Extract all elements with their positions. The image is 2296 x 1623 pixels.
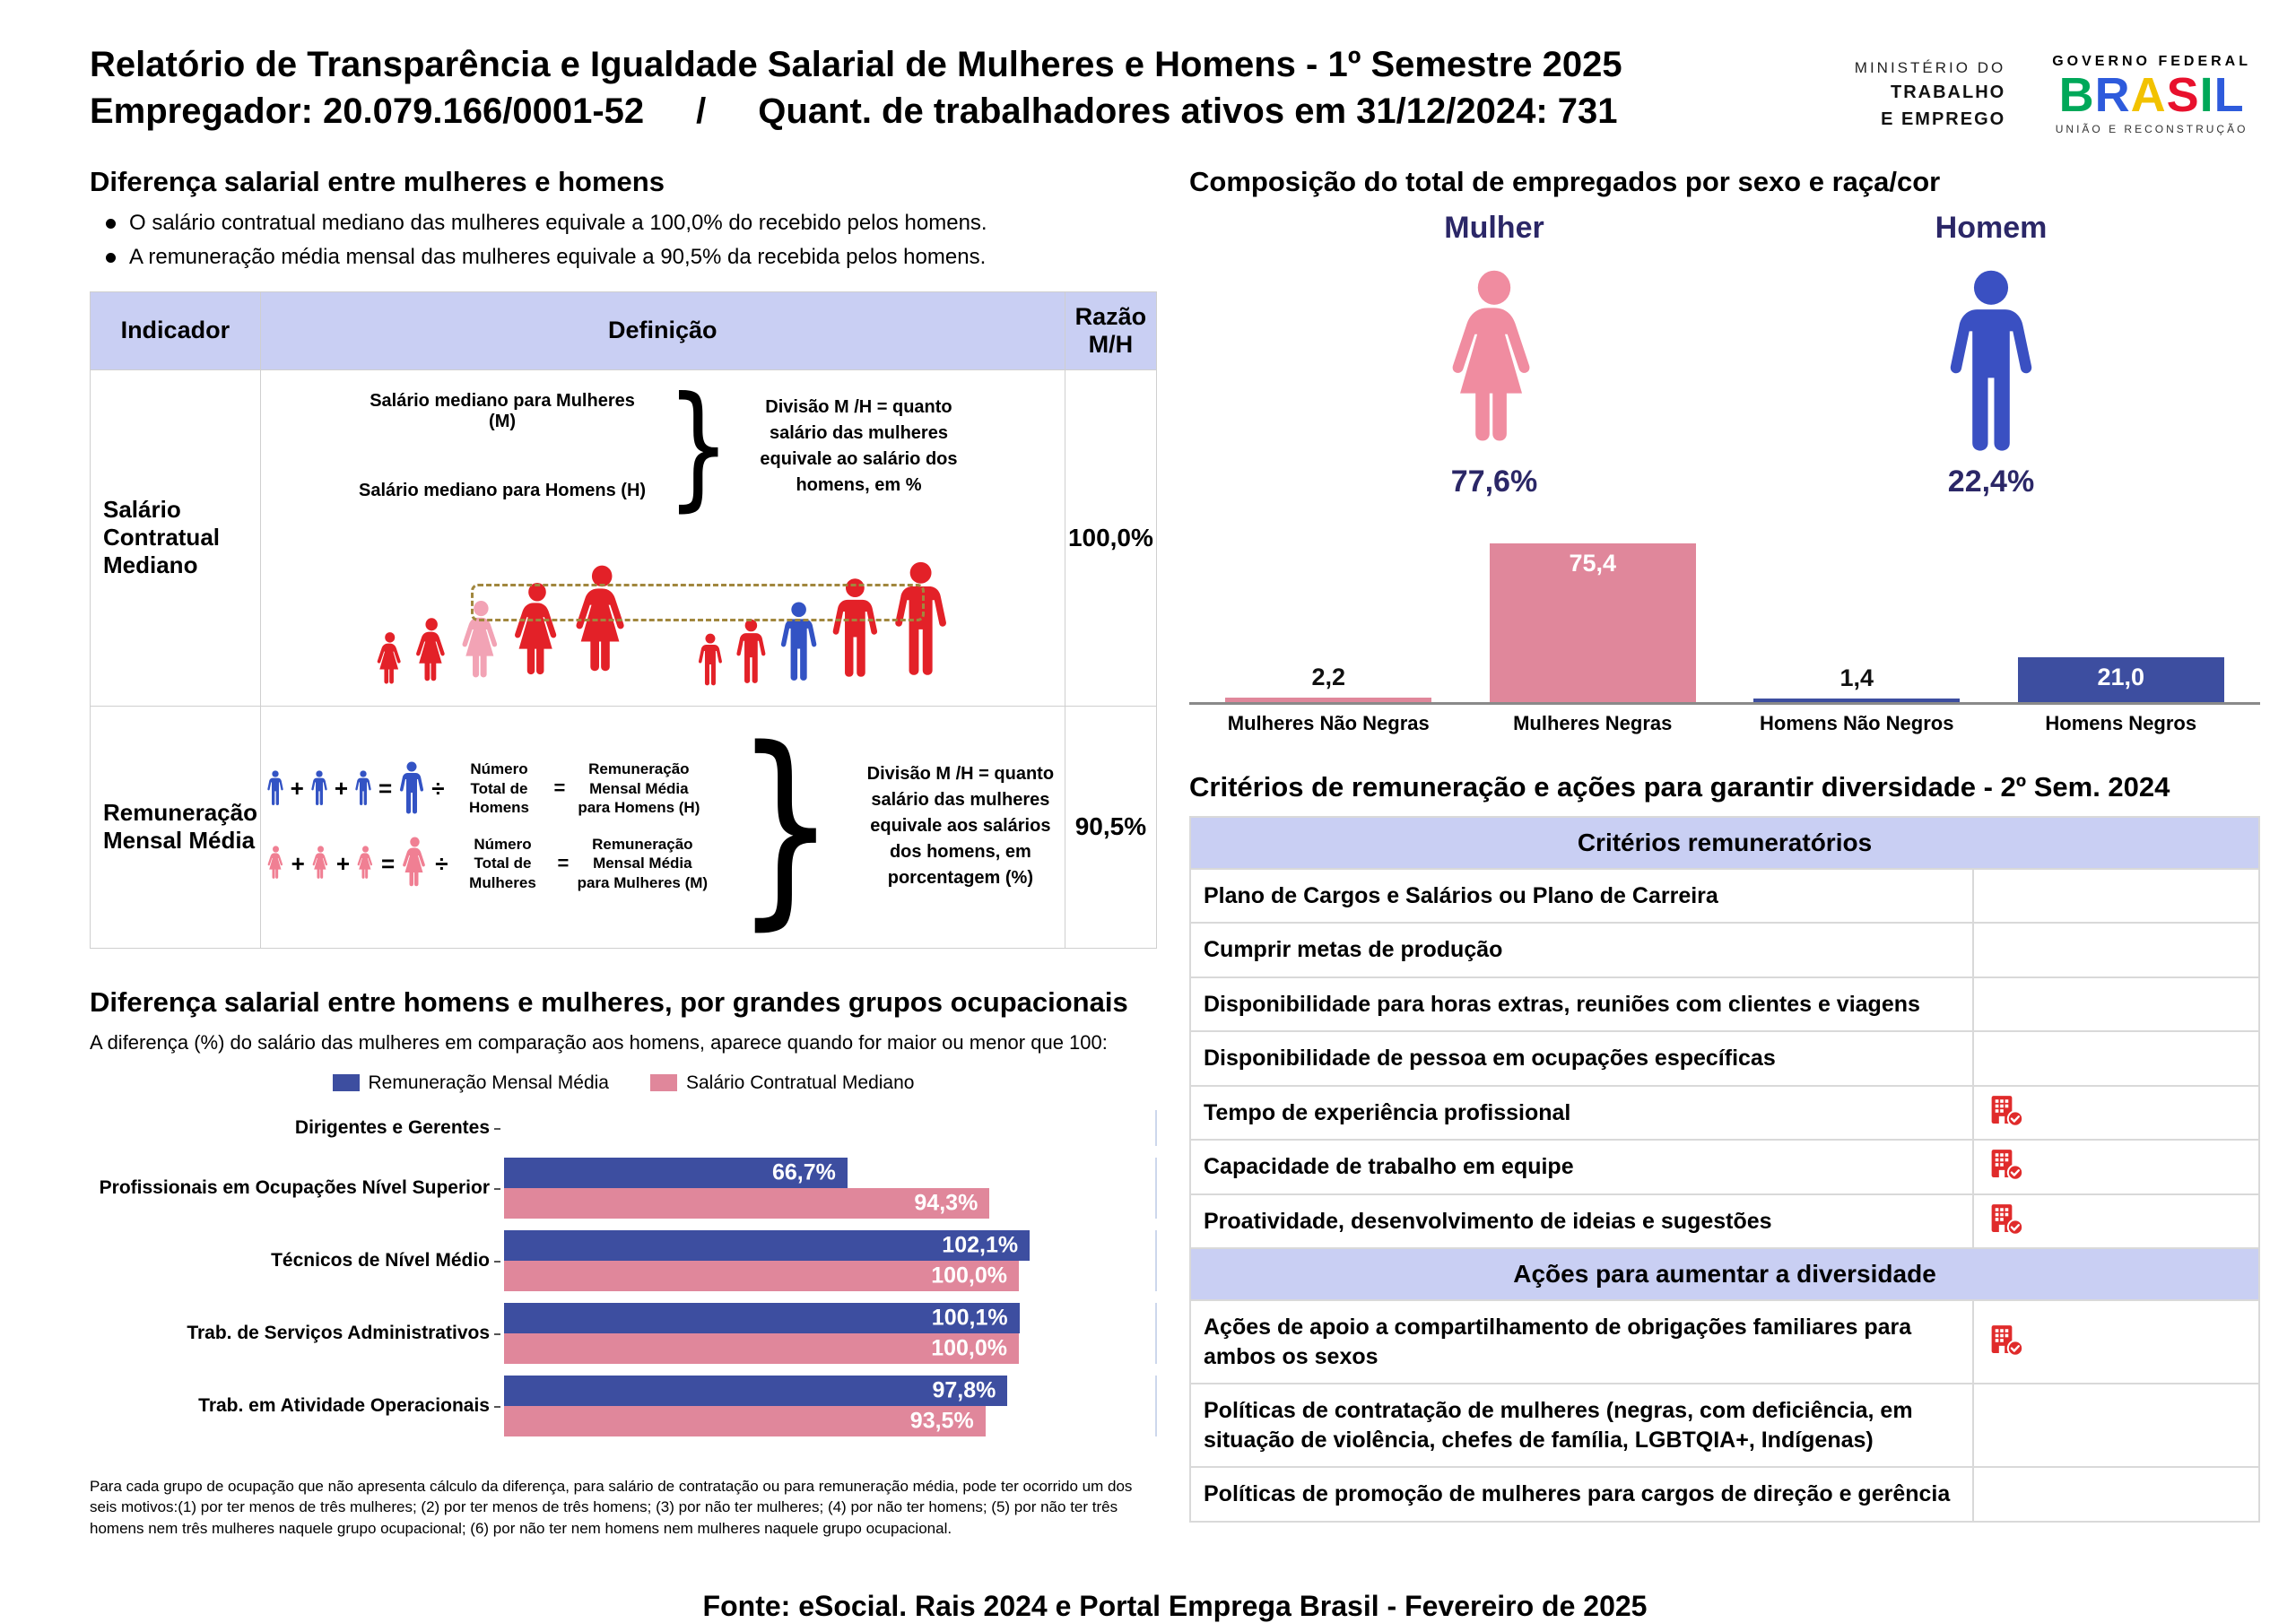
brasil-wordmark: BRASIL: [2058, 68, 2245, 122]
bar-value-label: 21,0: [2097, 664, 2145, 691]
bar-remuneracao: [504, 1376, 1007, 1406]
category-label: Profissionais em Ocupações Nível Superior: [90, 1176, 504, 1199]
men-divisor-label: Número Total de Homens: [468, 760, 530, 816]
bullet-average-pay: A remuneração média mensal das mulheres equivale a 90,5% da recebida pelos homens.: [99, 245, 1157, 270]
criteria-row: [1190, 869, 2259, 924]
government-logo: [2052, 54, 2251, 135]
bar-value-label: 66,7%: [772, 1159, 836, 1185]
title-block: [90, 38, 1622, 132]
criteria-table: [1189, 816, 2260, 1523]
criteria-label: Proatividade, desenvolvimento de ideias e sugestões: [1190, 1194, 1973, 1249]
woman-figure-icon: [573, 550, 631, 695]
salary-diff-title: Diferença salarial entre mulheres e homens: [90, 165, 665, 197]
man-figure-icon: [266, 770, 284, 806]
ministry-logo: [1855, 56, 2005, 134]
bar-salario: [504, 1406, 986, 1436]
criteria-label: Disponibilidade de pessoa em ocupações específicas: [1190, 1031, 1973, 1086]
male-label: Homem: [1935, 210, 2048, 245]
male-percent: 22,4%: [1947, 464, 2035, 499]
separator: /: [696, 91, 707, 131]
salary-diff-bullets: [99, 211, 1157, 270]
indicator-label: Remuneração Mensal Média: [91, 706, 261, 948]
bullet-median-salary: O salário contratual mediano das mulheres equivale a 100,0% do recebido pelos homens.: [99, 211, 1157, 236]
man-figure-icon: [697, 625, 724, 695]
women-divisor-label: Número Total de Mulheres: [469, 836, 536, 891]
median-explanation: Divisão M /H = quanto salário das mulheres equivale ao salário dos homens, em %: [760, 396, 958, 495]
equals-operator: =: [381, 849, 396, 877]
category-label: Mulheres Negras: [1513, 711, 1673, 734]
criteria-section-header: Ações para aumentar a diversidade: [1190, 1248, 2259, 1300]
source-footer: Fonte: eSocial. Rais 2024 e Portal Emprega Brasil - Fevereiro de 2025: [702, 1590, 1648, 1623]
criteria-label: Tempo de experiência profissional: [1190, 1086, 1973, 1141]
table-row-remuneracao-media: [91, 706, 1157, 948]
criteria-flag-cell: [1973, 1467, 2259, 1522]
criteria-flag-cell: [1973, 923, 2259, 977]
chart-legend: [90, 1072, 1157, 1094]
bar-value-label: 102,1%: [942, 1232, 1019, 1258]
gov-federal-label: GOVERNO FEDERAL: [2052, 54, 2251, 69]
employer-id: Empregador: 20.079.166/0001-52: [90, 91, 645, 131]
ministry-line2: TRABALHO: [1890, 82, 2006, 103]
bar-value-label: 100,1%: [931, 1305, 1008, 1331]
logo-block: [1855, 54, 2260, 135]
legend-label: Salário Contratual Mediano: [685, 1072, 915, 1093]
bar-value-label: 75,4: [1569, 549, 1617, 577]
plot-area: [1189, 530, 2260, 705]
chart-group-operacionais: [90, 1376, 1157, 1436]
woman-figure-icon: [414, 609, 448, 695]
criteria-row: [1190, 1086, 2259, 1141]
criteria-row: [1190, 1300, 2259, 1384]
col-header-definicao: Definição: [260, 291, 1065, 369]
woman-figure-icon: [376, 625, 404, 695]
divide-operator: ÷: [431, 774, 445, 802]
criteria-flag-cell: [1973, 1031, 2259, 1086]
man-figure-icon: [398, 761, 425, 815]
brace-glyph: }: [665, 368, 731, 525]
criteria-label: Capacidade de trabalho em equipe: [1190, 1140, 1973, 1194]
men-result-label: Remuneração Mensal Média para Homens (H): [578, 760, 700, 816]
bar-homens-nao-negros: [1753, 664, 1960, 701]
employer-line: [90, 91, 1622, 132]
bar-remuneracao: [504, 1158, 848, 1188]
chart-group-dirigentes: [90, 1110, 1157, 1146]
category-label: Trab. em Atividade Operacionais: [90, 1394, 504, 1417]
bar-value-label: 94,3%: [914, 1190, 978, 1216]
criteria-row: [1190, 1194, 2259, 1249]
brace-glyph: }: [735, 703, 837, 949]
occupational-subtitle: A diferença (%) do salário das mulheres em comparação aos homens, aparece quando for maior ou menor que 100:: [90, 1030, 1108, 1054]
man-figure-icon: [830, 562, 881, 695]
table-row-salario-mediano: [91, 369, 1157, 706]
gov-slogan: UNIÃO E RECONSTRUÇÃO: [2055, 122, 2248, 135]
legend-label: Remuneração Mensal Média: [368, 1072, 609, 1093]
criteria-title: Critérios de remuneração e ações para garantir diversidade - 2º Sem. 2024: [1189, 770, 2170, 803]
bar-remuneracao: [504, 1230, 1030, 1261]
bar-value-label: 2,2: [1311, 663, 1346, 690]
ratio-average: 90,5%: [1065, 706, 1156, 948]
woman-icon: [1444, 269, 1544, 456]
ratio-median: 100,0%: [1065, 369, 1156, 706]
building-check-icon: [1988, 1202, 2024, 1236]
female-block: [1324, 211, 1665, 499]
bar-value-label: 93,5%: [909, 1408, 974, 1434]
col-header-indicador: Indicador: [91, 291, 261, 369]
bar-salario: [504, 1333, 1019, 1364]
divide-operator: ÷: [435, 849, 448, 877]
criteria-label: Plano de Cargos e Salários ou Plano de Carreira: [1190, 869, 1973, 924]
bar-salario: [504, 1261, 1019, 1291]
equals-operator: =: [378, 774, 393, 802]
median-highlight-box: [471, 584, 925, 621]
criteria-flag-cell: [1973, 1086, 2259, 1141]
chart-group-tecnicos: [90, 1230, 1157, 1291]
bar-value-label: 97,8%: [932, 1377, 996, 1403]
indicator-definition-table: [90, 291, 1157, 949]
building-check-icon: [1988, 1324, 2024, 1357]
equals-operator: =: [553, 777, 566, 800]
woman-figure-icon: [311, 846, 330, 881]
median-women-label: Salário mediano para Mulheres (M): [370, 391, 635, 432]
building-check-icon: [1988, 1148, 2024, 1181]
women-average-equation: [266, 835, 710, 892]
criteria-flag-cell: [1973, 977, 2259, 1032]
indicator-label: Salário Contratual Mediano: [91, 369, 261, 706]
criteria-label: Políticas de contratação de mulheres (negras, com deficiência, em situação de violência, chefes de família, LGBTQIA+, Indígenas): [1190, 1384, 1973, 1467]
occupational-title: Diferença salarial entre homens e mulheres, por grandes grupos ocupacionais: [90, 985, 1128, 1018]
criteria-flag-cell: [1973, 1384, 2259, 1467]
bar-remuneracao: [504, 1303, 1020, 1333]
man-icon: [1944, 269, 2038, 456]
composition-bar-chart: [1189, 530, 2260, 735]
bar-mulheres-nao-negras: [1225, 663, 1431, 702]
category-label: Homens Não Negros: [1760, 711, 1954, 734]
plus-operator: +: [335, 849, 351, 877]
ministry-line1: MINISTÉRIO DO: [1854, 58, 2006, 76]
criteria-row: [1190, 1140, 2259, 1194]
category-label: Homens Negros: [2045, 711, 2197, 734]
woman-figure-icon: [356, 846, 375, 881]
legend-salario: [650, 1072, 914, 1094]
plus-operator: +: [334, 774, 349, 802]
legend-swatch-pink: [650, 1074, 677, 1091]
bar-value-label: 100,0%: [931, 1263, 1007, 1289]
plus-operator: +: [291, 849, 305, 877]
women-result-label: Remuneração Mensal Média para Mulheres (M): [577, 836, 709, 891]
report-title: Relatório de Transparência e Igualdade Salarial de Mulheres e Homens - 1º Semestre 2025: [90, 45, 1622, 84]
bar-value-label: 1,4: [1839, 664, 1874, 692]
bar-value-label: 100,0%: [931, 1335, 1007, 1361]
report-header: [90, 38, 2260, 135]
legend-swatch-navy: [333, 1074, 360, 1091]
occupational-footnote: Para cada grupo de ocupação que não apresenta cálculo da diferença, para salário de contratação ou para remuneração média, pode ter ocorrido um dos seis motivos:(1) por ter menos de três mulheres; (2) por ter menos de três homens; (3) por não ter mulheres; (4) por não ter homens; (5) por não ter três homens nem três mulheres naquele grupo ocupacional; (6) por não ter nem homens nem mulheres naquele grupo ocupacional.: [90, 1477, 1133, 1538]
criteria-label: Ações de apoio a compartilhamento de obrigações familiares para ambos os sexos: [1190, 1300, 1973, 1384]
median-men-label: Salário mediano para Homens (H): [358, 481, 647, 501]
composition-title: Composição do total de empregados por sexo e raça/cor: [1189, 165, 1941, 197]
average-explanation: Divisão M /H = quanto salário das mulheres equivale aos salários dos homens, em porcentagem (%): [866, 763, 1055, 888]
category-labels: [1189, 712, 2260, 735]
men-average-equation: [266, 759, 710, 817]
criteria-row: [1190, 1384, 2259, 1467]
category-label: Trab. de Serviços Administrativos: [90, 1322, 504, 1344]
left-column: [90, 166, 1157, 1540]
equals-operator: =: [557, 852, 570, 875]
legend-remuneracao: [333, 1072, 609, 1094]
criteria-flag-cell: [1973, 1300, 2259, 1384]
col-header-razao: Razão M/H: [1065, 291, 1156, 369]
occupational-bar-chart: [90, 1110, 1157, 1436]
definition-cell: [260, 703, 1065, 949]
man-figure-icon: [310, 770, 328, 806]
woman-figure-icon: [401, 837, 429, 890]
criteria-row: [1190, 1031, 2259, 1086]
category-label: Dirigentes e Gerentes: [90, 1116, 504, 1139]
plus-operator: +: [290, 774, 304, 802]
criteria-row: [1190, 977, 2259, 1032]
composition-pictogram: [1189, 211, 2260, 499]
ministry-line3: E EMPREGO: [1881, 109, 2006, 130]
bar-mulheres-negras: [1490, 543, 1696, 702]
right-column: [1189, 166, 2260, 1540]
criteria-row: [1190, 1467, 2259, 1522]
man-figure-icon: [735, 609, 768, 695]
building-check-icon: [1988, 1094, 2024, 1127]
criteria-row: [1190, 923, 2259, 977]
definition-cell: [260, 369, 1065, 706]
criteria-flag-cell: [1973, 869, 2259, 924]
category-label: Mulheres Não Negras: [1227, 711, 1430, 734]
bar-salario: [504, 1188, 989, 1219]
criteria-label: Cumprir metas de produção: [1190, 923, 1973, 977]
woman-figure-icon: [266, 846, 285, 881]
criteria-flag-cell: [1973, 1140, 2259, 1194]
criteria-label: Disponibilidade para horas extras, reuniões com clientes e viagens: [1190, 977, 1973, 1032]
category-label: Técnicos de Nível Médio: [90, 1249, 504, 1271]
criteria-section-header: Critérios remuneratórios: [1190, 817, 2259, 869]
male-block: [1821, 211, 2161, 499]
chart-group-profissionais: [90, 1158, 1157, 1219]
female-label: Mulher: [1444, 210, 1544, 245]
criteria-flag-cell: [1973, 1194, 2259, 1249]
population-figures: [376, 528, 950, 695]
active-workers: Quant. de trabalhadores ativos em 31/12/2024: 731: [758, 91, 1618, 131]
criteria-label: Políticas de promoção de mulheres para cargos de direção e gerência: [1190, 1467, 1973, 1522]
man-figure-icon: [354, 770, 372, 806]
bar-homens-negros: [2018, 657, 2224, 701]
female-percent: 77,6%: [1450, 464, 1538, 499]
chart-group-administrativos: [90, 1303, 1157, 1364]
